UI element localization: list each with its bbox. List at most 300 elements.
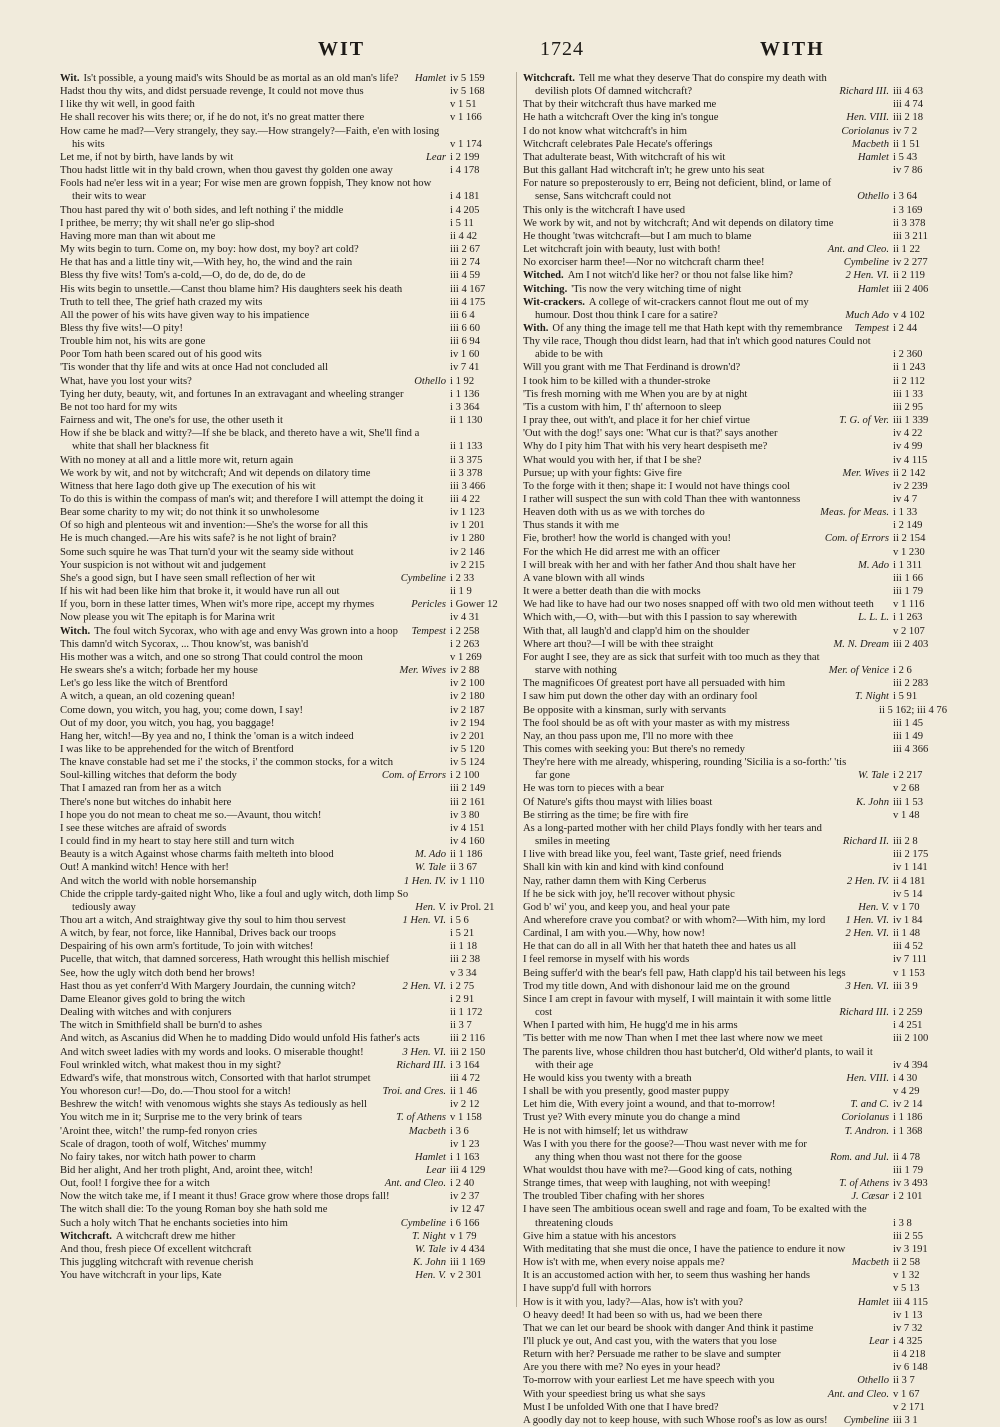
quotation (60, 611, 440, 624)
act-scene-line: ii 1 130 (450, 415, 483, 427)
quotation (523, 177, 851, 203)
act-scene-line: iv 3 80 (450, 809, 480, 821)
quotation (523, 1203, 883, 1229)
quotation-text: 'Tis better with me now Than when I met thee last where now we meet (523, 1033, 823, 1045)
quotation (60, 1217, 395, 1230)
concordance-entry (523, 243, 947, 256)
quotation (60, 204, 440, 217)
play-citation: Richard III. (839, 86, 889, 98)
quotation-text: Let him die, With every joint a wound, and that to-morrow! (523, 1099, 776, 1111)
play-citation: Com. of Errors (381, 770, 446, 782)
act-scene-line: iv Prol. 21 (450, 901, 495, 913)
quotation-text: Thus stands it with me (523, 520, 619, 532)
concordance-entry (523, 230, 947, 243)
play-citation: Mer. Wives (399, 665, 446, 677)
act-scene-line: i 2 44 (893, 322, 918, 334)
act-scene-line: iv 7 32 (893, 1322, 923, 1334)
concordance-entry (523, 1309, 947, 1322)
concordance-entry (60, 796, 504, 809)
headword: Witch. (60, 625, 91, 637)
quotation (523, 625, 883, 638)
act-scene-line: iii 3 1 (893, 1414, 918, 1426)
act-scene-line: ii 2 58 (893, 1257, 921, 1269)
quotation (523, 519, 883, 532)
concordance-entry (60, 414, 504, 427)
concordance-entry (60, 993, 504, 1006)
concordance-entry (523, 572, 947, 585)
act-scene-line: i 2 360 (893, 349, 923, 361)
act-scene-line: iv 5 120 (450, 743, 485, 755)
quotation (60, 980, 396, 993)
quotation-text: Be stirring as the time; be fire with fire (523, 809, 689, 821)
quotation-text: See, how the ugly witch doth bend her brows! (60, 967, 256, 979)
quotation-text: I took him to be killed with a thunder-stroke (523, 375, 711, 387)
act-scene-line: ii 1 172 (450, 1007, 483, 1019)
quotation (523, 1414, 838, 1427)
concordance-entry (60, 809, 504, 822)
concordance-entry (60, 1230, 504, 1243)
act-scene-line: iv 2 180 (450, 691, 485, 703)
concordance-entry (523, 546, 947, 559)
concordance-entry (523, 690, 947, 703)
act-scene-line: iv 1 13 (893, 1309, 923, 1321)
quotation (60, 927, 440, 940)
concordance-entry (523, 914, 947, 927)
act-scene-line: v 1 32 (893, 1270, 920, 1282)
act-scene-line: ii 1 133 (450, 441, 483, 453)
concordance-entry (60, 1032, 504, 1045)
quotation-text: I was like to be apprehended for the witch of Brentford (60, 743, 294, 755)
quotation (60, 651, 440, 664)
concordance-entry (60, 164, 504, 177)
quotation-text: Was I with you there for the goose?—Thou wast never with me for any thing when thou wast not there for the goose (523, 1138, 807, 1163)
quotation (523, 493, 883, 506)
act-scene-line: iii 2 403 (893, 638, 929, 650)
quotation-text: Is't possible, a young maid's wits Should be as mortal as an old man's life? (83, 73, 399, 84)
act-scene-line: iii 4 74 (893, 99, 924, 111)
act-scene-line: iv 7 41 (450, 362, 480, 374)
act-scene-line: v 3 34 (450, 967, 477, 979)
quotation-text: Foul wrinkled witch, what makest thou in my sight? (60, 1059, 281, 1071)
concordance-entry (60, 98, 504, 111)
quotation (523, 256, 838, 269)
quotation (60, 427, 440, 453)
quotation (60, 796, 440, 809)
act-scene-line: i 4 251 (893, 1020, 923, 1032)
quotation (523, 1322, 883, 1335)
quotation-text: Pucelle, that witch, that damned sorceress, Hath wrought this hellish mischief (60, 954, 390, 966)
act-scene-line: iv 4 151 (450, 822, 485, 834)
act-scene-line: iv 2 201 (450, 730, 485, 742)
act-scene-line: i 2 33 (450, 572, 475, 584)
quotation-text: Are you there with me? No eyes in your head? (523, 1362, 721, 1374)
concordance-entry (60, 348, 504, 361)
quotation-text: Bear some charity to my wit; do not think it so unwholesome (60, 507, 320, 519)
concordance-entry (60, 1098, 504, 1111)
play-citation: 2 Hen. IV. (846, 875, 889, 887)
concordance-entry (523, 1203, 947, 1229)
concordance-entry (60, 940, 504, 953)
quotation-text: Shall kin with kin and kind with kind confound (523, 862, 724, 874)
act-scene-line: iv 2 187 (450, 704, 485, 716)
act-scene-line: iv 1 201 (450, 520, 485, 532)
concordance-entry (60, 743, 504, 756)
concordance-entry (523, 217, 947, 230)
quotation-text: 'Tis wonder that thy life and wits at once Had not concluded all (60, 362, 329, 374)
quotation-text: Why do I pity him That with his very heart despiseth me? (523, 441, 768, 453)
play-citation: T. Andron. (844, 1125, 889, 1137)
quotation-text: Dealing with witches and with conjurers (60, 1007, 232, 1019)
quotation-text: 'Tis now the very witching time of night (571, 283, 742, 295)
act-scene-line: i 4 178 (450, 165, 480, 177)
concordance-entry (523, 440, 947, 453)
headword: Witchcraft. (523, 73, 575, 84)
quotation (60, 85, 440, 98)
quotation-text: His mother was a witch, and one so strong That could control the moon (60, 651, 363, 663)
concordance-entry (523, 506, 947, 519)
quotation (523, 1256, 846, 1269)
act-scene-line: v 1 174 (450, 138, 482, 150)
quotation-text: If he be sick with joy, he'll recover without physic (523, 888, 735, 900)
quotation (60, 1006, 440, 1019)
quotation-text: Fie, brother! how the world is changed with you! (523, 533, 732, 545)
quotation (60, 1177, 379, 1190)
quotation-text: A vane blown with all winds (523, 572, 645, 584)
quotation (523, 822, 837, 848)
quotation (60, 572, 395, 585)
act-scene-line: i 3 164 (450, 1059, 480, 1071)
quotation-text: I rather will suspect the sun with cold Than thee with wantonness (523, 494, 801, 505)
play-citation: Much Ado (845, 309, 889, 321)
play-citation: Mer. of Venice (828, 665, 889, 677)
act-scene-line: i 2 258 (450, 625, 480, 637)
quotation (60, 743, 440, 756)
act-scene-line: i 3 64 (893, 191, 918, 203)
quotation (523, 559, 852, 572)
act-scene-line: iv 7 2 (893, 125, 918, 137)
concordance-entry (523, 1374, 947, 1387)
act-scene-line: iv 2 277 (893, 257, 928, 269)
quotation (60, 243, 440, 256)
act-scene-line: i 3 169 (893, 204, 923, 216)
concordance-entry (523, 782, 947, 795)
play-citation: 2 Hen. VI. (402, 980, 446, 992)
act-scene-line: i 2 91 (450, 993, 475, 1005)
quotation-text: That by their witchcraft thus have marked me (523, 99, 717, 111)
act-scene-line: iv 5 14 (893, 888, 923, 900)
play-citation: W. Tale (414, 1243, 446, 1255)
play-citation: Hamlet (414, 73, 446, 84)
quotation (60, 72, 409, 85)
concordance-entry (60, 177, 504, 203)
quotation-text: When I parted with him, He hugg'd me in his arms (523, 1020, 738, 1032)
concordance-entry (60, 980, 504, 993)
concordance-entry (523, 1335, 947, 1348)
quotation-text: Tying her duty, beauty, wit, and fortunes In an extravagant and wheeling stranger (60, 388, 404, 400)
quotation-text: 'Tis a custom with him, I' th' afternoon to sleep (523, 401, 722, 413)
act-scene-line: iii 2 175 (893, 849, 929, 861)
act-scene-line: iv 1 110 (450, 875, 485, 887)
concordance-entry (523, 414, 947, 427)
concordance-entry (523, 756, 947, 782)
quotation-text: The fool should be as oft with your master as with my mistress (523, 717, 790, 729)
concordance-entry (60, 335, 504, 348)
concordance-entry (60, 72, 504, 85)
quotation-text: O heavy deed! It had been so with us, had we been there (523, 1309, 763, 1321)
act-scene-line: iii 2 406 (893, 283, 929, 295)
concordance-entry (60, 888, 504, 914)
concordance-entry (60, 217, 504, 230)
quotation (60, 414, 440, 427)
quotation (523, 1401, 883, 1414)
play-citation: Othello (857, 191, 889, 203)
play-citation: Hamlet (857, 151, 889, 163)
quotation-text: I could find in my heart to stay here still and turn witch (60, 836, 295, 848)
quotation-text: How came he mad?—Very strangely, they say.—How strangely?—Faith, e'en with losing his wits (60, 125, 440, 150)
quotation-text: Hast thou as yet conferr'd With Margery Jourdain, the cunning witch? (60, 980, 356, 992)
concordance-entry (523, 677, 947, 690)
headword: Witching. (523, 283, 568, 295)
concordance-entry (523, 1177, 947, 1190)
quotation (523, 690, 849, 703)
quotation-text: Give him a statue with his ancestors (523, 1230, 676, 1242)
act-scene-line: iii 4 115 (893, 1296, 928, 1308)
concordance-entry (60, 677, 504, 690)
play-citation: Com. of Errors (824, 533, 889, 545)
quotation-text: Must I be unfolded With one that I have bred? (523, 1401, 719, 1413)
quotation (523, 1388, 822, 1401)
quotation-text: If you, born in these latter times, When wit's more ripe, accept my rhymes (60, 599, 375, 611)
act-scene-line: ii 5 162; iii 4 76 (879, 704, 947, 716)
act-scene-line: iii 4 175 (450, 296, 486, 308)
act-scene-line: iv 4 22 (893, 428, 923, 440)
quotation (523, 585, 883, 598)
act-scene-line: ii 3 67 (450, 862, 478, 874)
play-citation: Ant. and Cleo. (827, 1388, 889, 1400)
act-scene-line: v 1 166 (450, 112, 482, 124)
quotation-text: We work by wit, and not by witchcraft; And wit depends on dilatory time (60, 467, 371, 479)
quotation (523, 927, 839, 940)
act-scene-line: iv 5 159 (450, 73, 485, 84)
act-scene-line: iv 2 12 (450, 1099, 480, 1111)
quotation-text: Heaven doth with us as we with torches do (523, 507, 705, 519)
concordance-entry (523, 138, 947, 151)
concordance-entry (60, 1006, 504, 1019)
play-citation: Lear (868, 1336, 889, 1347)
act-scene-line: ii 1 22 (893, 244, 921, 256)
concordance-entry (523, 1230, 947, 1243)
concordance-entry (60, 532, 504, 545)
quotation (523, 414, 833, 427)
act-scene-line: iii 4 63 (893, 86, 924, 98)
play-citation: Tempest (854, 322, 889, 334)
act-scene-line: v 1 153 (893, 967, 925, 979)
concordance-entry (523, 427, 947, 440)
act-scene-line: i 1 186 (893, 1112, 923, 1124)
concordance-entry (523, 401, 947, 414)
concordance-entry (60, 111, 504, 124)
act-scene-line: iii 1 33 (893, 388, 924, 400)
act-scene-line: v 1 269 (450, 651, 482, 663)
act-scene-line: iv 4 99 (893, 441, 923, 453)
concordance-entry (60, 1256, 504, 1269)
quotation-text: Out, fool! I forgive thee for a witch (60, 1178, 210, 1190)
concordance-entry (60, 848, 504, 861)
quotation (60, 1059, 390, 1072)
quotation-text: No exorciser harm thee!—Nor no witchcraft charm thee! (523, 257, 765, 269)
concordance-entry (523, 1243, 947, 1256)
act-scene-line: v 1 116 (893, 599, 925, 611)
concordance-entry (60, 1085, 504, 1098)
quotation-text: He swears she's a witch; forbade her my house (60, 665, 258, 677)
concordance-entry (60, 875, 504, 888)
quotation-text: I have seen The ambitious ocean swell and rage and foam, To be exalted with the threatening clouds (523, 1204, 867, 1229)
act-scene-line: i 3 6 (450, 1125, 469, 1137)
act-scene-line: ii 3 378 (450, 467, 483, 479)
quotation (60, 822, 440, 835)
quotation (60, 296, 440, 309)
concordance-entry (60, 322, 504, 335)
quotation (523, 1177, 833, 1190)
quotation-text: I saw him put down the other day with an ordinary fool (523, 691, 758, 703)
concordance-entry (60, 519, 504, 532)
quotation-text: God b' wi' you, and keep you, and heal your pate (523, 901, 730, 913)
act-scene-line: iii 4 366 (893, 743, 929, 755)
act-scene-line: ii 4 181 (893, 875, 926, 887)
act-scene-line: i 2 217 (893, 770, 923, 782)
concordance-entry (60, 1125, 504, 1138)
concordance-entry (523, 1098, 947, 1111)
quotation (60, 151, 420, 164)
play-citation: Ant. and Cleo. (384, 1178, 446, 1190)
quotation (523, 704, 869, 717)
act-scene-line: ii 4 218 (893, 1349, 926, 1361)
quotation-text: For aught I see, they are as sick that surfeit with too much as they that starve with nothing (523, 651, 820, 677)
act-scene-line: v 2 68 (893, 783, 920, 795)
concordance-entry (60, 230, 504, 243)
act-scene-line: iv 1 280 (450, 533, 485, 545)
quotation (60, 217, 440, 230)
quotation (60, 769, 376, 782)
quotation (523, 1164, 883, 1177)
act-scene-line: i 2 40 (450, 1178, 475, 1190)
act-scene-line: ii 3 7 (450, 1020, 472, 1032)
quotation-text: Bless thy five wits!—O pity! (60, 322, 183, 334)
play-citation: 1 Hen. VI. (402, 915, 446, 926)
quotation (523, 388, 883, 401)
concordance-entry (523, 1125, 947, 1138)
quotation (60, 677, 440, 690)
concordance-entry (60, 1217, 504, 1230)
quotation (523, 375, 883, 388)
quotation-text: Trust ye? With every minute you do change a mind (523, 1112, 741, 1124)
act-scene-line: iii 3 9 (893, 980, 918, 992)
quotation (60, 1190, 440, 1203)
play-citation: M. Ado (415, 849, 446, 861)
concordance-entry (523, 111, 947, 124)
concordance-entry (60, 625, 504, 638)
concordance-entry (523, 388, 947, 401)
concordance-entry (523, 1032, 947, 1045)
concordance-entry (60, 125, 504, 151)
quotation-text: The foul witch Sycorax, who with age and envy Was grown into a hoop (94, 625, 398, 637)
act-scene-line: iii 4 52 (893, 941, 924, 953)
quotation (523, 1046, 883, 1072)
concordance-entry (60, 704, 504, 717)
concordance-entry (523, 375, 947, 388)
play-citation: Hen. V. (858, 901, 889, 913)
quotation (523, 1138, 824, 1164)
concordance-entry (523, 888, 947, 901)
play-citation: Macbeth (851, 138, 889, 150)
quotation (60, 361, 440, 374)
act-scene-line: iii 1 45 (893, 717, 924, 729)
quotation (60, 861, 409, 874)
act-scene-line: i 2 149 (893, 520, 923, 532)
concordance-entry (523, 625, 947, 638)
two-column-body (60, 72, 960, 1426)
quotation-text: He thought 'twas witchcraft—but I am much to blame (523, 230, 752, 242)
quotation-text: I live with bread like you, feel want, Taste grief, need friends (523, 849, 782, 861)
act-scene-line: iv 3 493 (893, 1178, 928, 1190)
concordance-entry (523, 1348, 947, 1361)
play-citation: W. Tale (857, 770, 889, 782)
concordance-entry (60, 493, 504, 506)
quotation (523, 1243, 883, 1256)
concordance-entry (60, 204, 504, 217)
concordance-entry (523, 1190, 947, 1203)
quotation-text: I'll pluck ye out, And cast you, with the waters that you lose (523, 1336, 777, 1347)
play-citation: Othello (857, 1375, 889, 1387)
quotation-text: He shall recover his wits there; or, if he do not, it's no great matter there (60, 112, 365, 124)
quotation-text: The witch shall die: To the young Roman boy she hath sold me (60, 1204, 328, 1216)
act-scene-line: iii 2 74 (450, 257, 481, 269)
act-scene-line: i 4 30 (893, 1072, 918, 1084)
quotation (60, 1032, 440, 1045)
quotation (523, 940, 883, 953)
quotation (523, 1282, 883, 1295)
act-scene-line: iv 4 115 (893, 454, 928, 466)
quotation (523, 243, 822, 256)
act-scene-line: i Gower 12 (450, 599, 498, 611)
quotation (60, 98, 440, 111)
concordance-entry (523, 335, 947, 361)
quotation-text: All the power of his wits have given way to his impatience (60, 309, 310, 321)
act-scene-line: iv 4 394 (893, 1059, 928, 1071)
quotation (60, 309, 440, 322)
play-citation: Cymbeline (400, 1217, 446, 1229)
play-citation: Hamlet (414, 1151, 446, 1163)
play-citation: 3 Hen. VI. (402, 1046, 446, 1058)
quotation-text: Now the witch take me, if I meant it thus! Grace grow where those drops fall! (60, 1191, 390, 1203)
act-scene-line: iii 3 211 (893, 230, 928, 242)
concordance-entry (523, 296, 947, 322)
concordance-entry (60, 967, 504, 980)
concordance-entry (60, 1203, 504, 1216)
act-scene-line: v 2 107 (893, 625, 925, 637)
quotation-text: With meditating that she must die once, I have the patience to endure it now (523, 1243, 846, 1255)
quotation (523, 151, 852, 164)
concordance-entry (523, 1164, 947, 1177)
concordance-entry (523, 743, 947, 756)
quotation-text: That we can let our beard be shook with danger And think it pastime (523, 1322, 814, 1334)
quotation (60, 756, 440, 769)
quotation (523, 651, 823, 677)
concordance-entry (523, 256, 947, 269)
quotation-text: We had like to have had our two noses snapped off with two old men without teeth (523, 599, 874, 611)
concordance-entry (60, 769, 504, 782)
quotation-text: Let witchcraft join with beauty, lust with both! (523, 244, 721, 256)
